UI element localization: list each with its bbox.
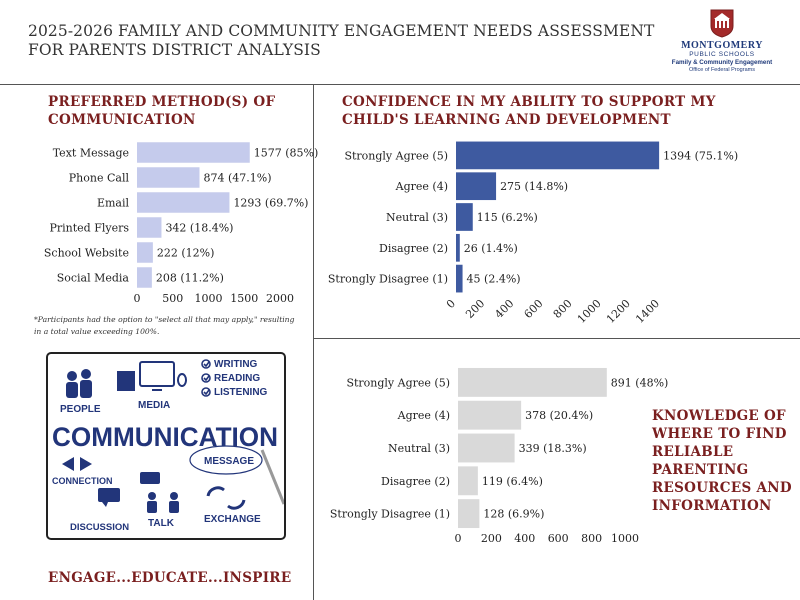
tick-label: 200	[480, 532, 502, 545]
connection-arrows-icon	[62, 457, 92, 471]
word-reading: READING	[214, 373, 261, 384]
value-label: 891 (48%)	[610, 376, 669, 390]
tick-label: 1500	[230, 292, 259, 305]
knowledge-chart	[316, 360, 669, 560]
category-label: Neutral (3)	[387, 442, 450, 455]
communication-chart	[0, 130, 319, 330]
column-divider	[313, 84, 314, 600]
bar-confidence-2	[456, 203, 473, 231]
tick-label: 800	[581, 532, 603, 545]
district-logo	[666, 8, 778, 84]
bar-confidence-4	[456, 265, 463, 293]
bar-communication-2	[137, 192, 229, 213]
tick-label: 600	[547, 532, 569, 545]
bar-knowledge-4	[458, 499, 479, 528]
logo-office: Office of Federal Programs	[689, 67, 755, 73]
value-label: 342 (18.4%)	[165, 221, 234, 235]
tick-label: 800	[550, 296, 575, 321]
bar-confidence-3	[456, 234, 460, 262]
bar-communication-1	[137, 167, 199, 188]
value-label: 128 (6.9%)	[483, 507, 545, 521]
exchange-icon	[208, 488, 244, 508]
tick-label: 2000	[266, 292, 294, 305]
category-label: Email	[96, 196, 129, 210]
pen-icon	[262, 450, 284, 504]
value-label: 115 (6.2%)	[476, 211, 538, 224]
logo-dept: Family & Community Engagement	[671, 59, 773, 66]
value-label: 339 (18.3%)	[518, 442, 587, 455]
bar-communication-3	[137, 217, 161, 238]
category-label: Strongly Agree (5)	[346, 376, 450, 390]
value-label: 378 (20.4%)	[525, 409, 594, 423]
word-people: PEOPLE	[60, 404, 101, 415]
tick-label: 0	[133, 292, 141, 305]
bar-knowledge-2	[458, 434, 515, 463]
value-label: 119 (6.4%)	[481, 474, 543, 488]
bar-communication-5	[137, 267, 152, 288]
value-label: 208 (11.2%)	[155, 271, 224, 285]
category-label: Printed Flyers	[49, 221, 129, 235]
word-connection: CONNECTION	[52, 476, 113, 486]
category-label: School Website	[43, 246, 129, 260]
category-label: Disagree (2)	[381, 474, 450, 488]
value-label: 222 (12%)	[156, 246, 215, 260]
tick-label: 1400	[633, 296, 663, 326]
category-label: Strongly Disagree (1)	[329, 507, 450, 521]
monitor-icon	[118, 362, 186, 390]
word-media: MEDIA	[138, 400, 171, 411]
tick-label: 400	[492, 296, 517, 321]
word-exchange: EXCHANGE	[204, 514, 261, 525]
checklist-icon	[202, 360, 210, 396]
category-label: Strongly Disagree (1)	[327, 272, 448, 286]
school-emblem-icon	[709, 8, 735, 38]
bar-knowledge-1	[458, 401, 521, 430]
bar-communication-0	[137, 142, 250, 163]
bar-confidence-0	[456, 142, 659, 170]
value-label: 874 (47.1%)	[203, 171, 272, 185]
tick-label: 1000	[611, 532, 639, 545]
tagline: ENGAGE...EDUCATE...INSPIRE	[48, 570, 292, 586]
communication-illustration	[46, 352, 286, 540]
word-talk: TALK	[148, 518, 174, 529]
category-label: Neutral (3)	[385, 211, 448, 224]
communication-title: PREFERRED METHOD(S) OF COMMUNICATION	[48, 94, 276, 128]
category-label: Phone Call	[68, 171, 129, 185]
bar-confidence-1	[456, 172, 496, 200]
value-label: 275 (14.8%)	[500, 180, 569, 194]
tick-label: 0	[443, 296, 459, 312]
tick-label: 500	[162, 292, 184, 305]
confidence-chart	[316, 130, 796, 330]
word-writing: WRITING	[214, 359, 258, 370]
logo-name: MONTGOMERY	[681, 40, 763, 51]
category-label: Disagree (2)	[379, 241, 448, 255]
tick-label: 1000	[574, 296, 604, 326]
tick-label: 0	[454, 532, 462, 545]
value-label: 26 (1.4%)	[463, 241, 518, 255]
bar-knowledge-3	[458, 466, 478, 495]
footnote: *Participants had the option to "select all that may apply," resulting in a total value exceeding 100%.	[34, 315, 295, 336]
word-message: MESSAGE	[204, 456, 255, 467]
category-label: Text Message	[52, 146, 129, 160]
category-label: Strongly Agree (5)	[344, 149, 448, 163]
category-label: Social Media	[56, 271, 129, 285]
tick-label: 1000	[194, 292, 223, 305]
illustration-art	[48, 354, 284, 538]
category-label: Agree (4)	[397, 409, 450, 423]
bar-communication-4	[137, 242, 153, 263]
value-label: 45 (2.4%)	[466, 272, 521, 286]
logo-sub: PUBLIC SCHOOLS	[689, 51, 755, 58]
value-label: 1293 (69.7%)	[233, 196, 309, 210]
knowledge-title: KNOWLEDGE OF WHERE TO FIND RELIABLE PARENTING RESOURCES AND INFORMATION	[652, 408, 792, 514]
header-divider	[0, 84, 800, 85]
tick-label: 400	[514, 532, 536, 545]
value-label: 1577 (85%)	[253, 146, 319, 160]
talk-icon	[147, 492, 179, 513]
word-communication: COMMUNICATION	[52, 422, 278, 452]
word-listening: LISTENING	[214, 387, 268, 398]
people-icon	[66, 369, 92, 398]
value-label: 1394 (75.1%)	[663, 149, 739, 163]
bar-knowledge-0	[458, 368, 607, 397]
tick-label: 200	[463, 296, 488, 321]
tick-label: 600	[521, 296, 546, 321]
right-divider	[313, 338, 800, 339]
tick-label: 1200	[603, 296, 633, 326]
confidence-title: CONFIDENCE IN MY ABILITY TO SUPPORT MY CHILD'S LEARNING AND DEVELOPMENT	[342, 94, 716, 128]
word-discussion: DISCUSSION	[70, 522, 130, 533]
category-label: Agree (4)	[395, 180, 448, 194]
page-title: 2025-2026 FAMILY AND COMMUNITY ENGAGEMENT NEEDS ASSESSMENT FOR PARENTS DISTRICT ANALYSIS	[28, 22, 655, 59]
